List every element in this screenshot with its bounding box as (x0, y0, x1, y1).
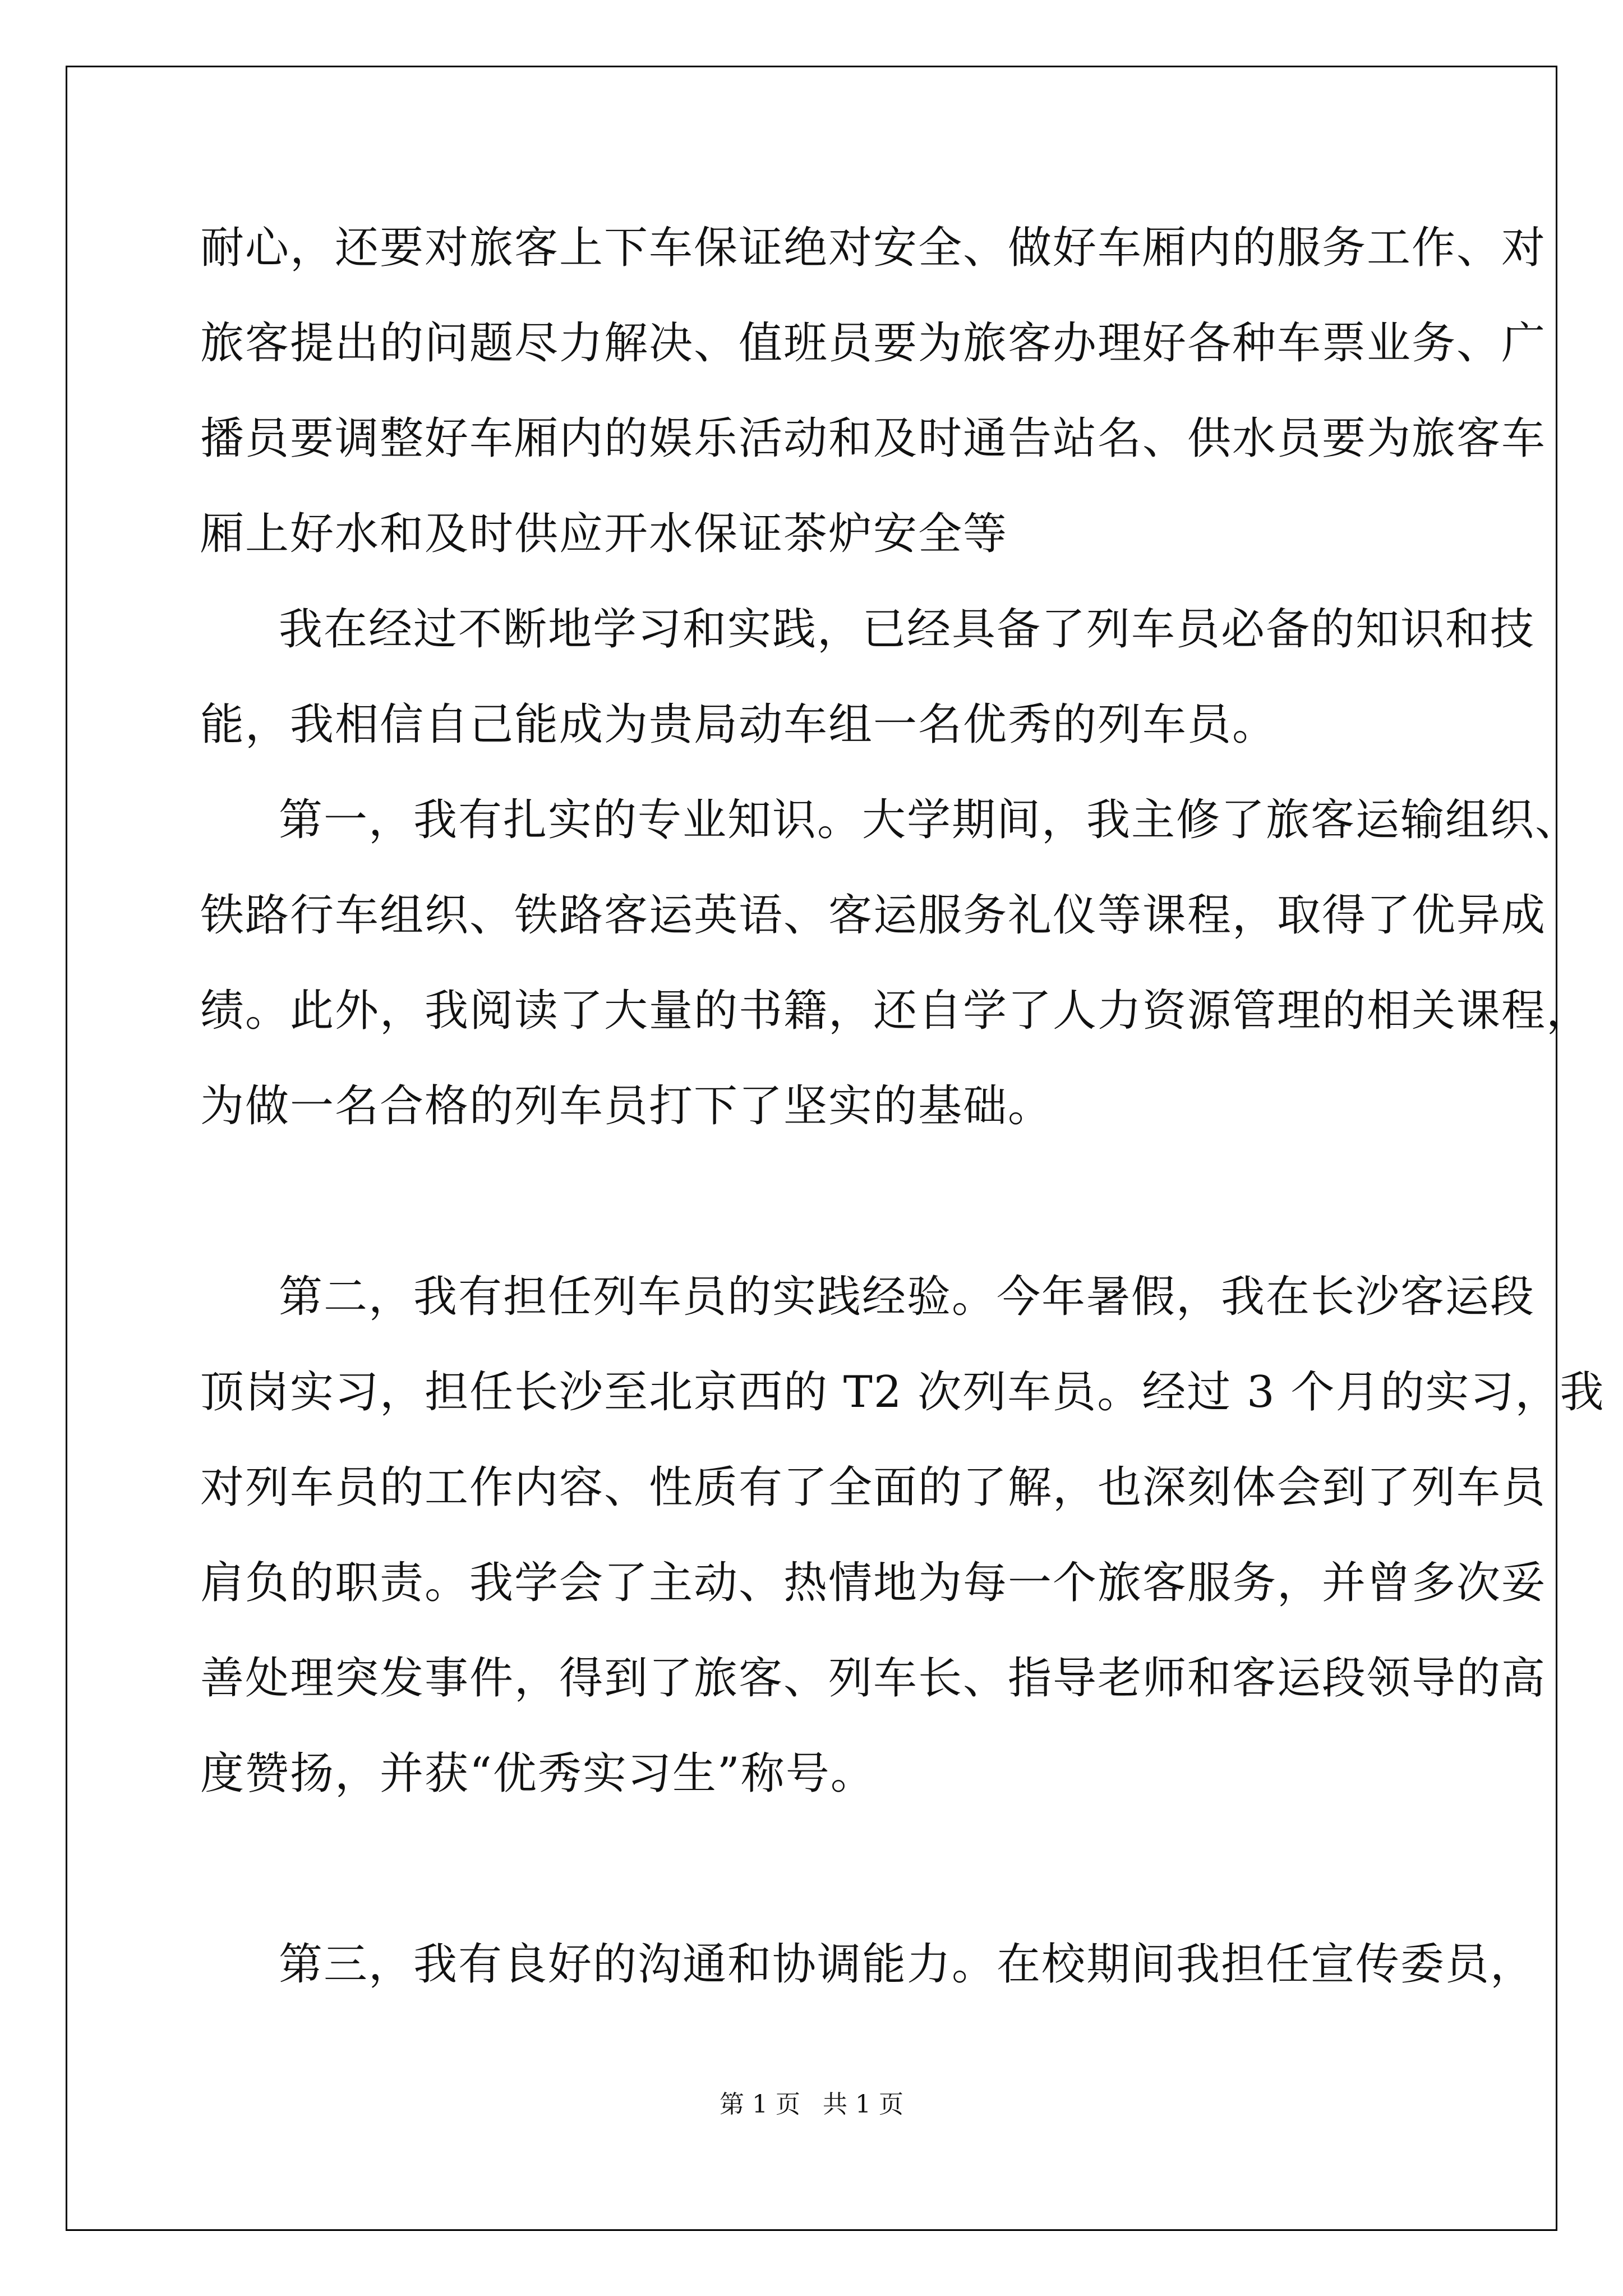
paragraph-start-line: 我在经过不断地学习和实践，已经具备了列车员必备的知识和技 (279, 604, 1536, 655)
page-number: 第 1 页 (720, 2090, 800, 2119)
text-line: 厢上好水和及时供应开水保证茶炉安全等 (200, 509, 1008, 559)
text-line: 对列车员的工作内容、性质有了全面的了解，也深刻体会到了列车员 (200, 1462, 1547, 1513)
page-total: 共 1 页 (823, 2090, 903, 2119)
page-border (66, 66, 1605, 2231)
text-line: 顶岗实习，担任长沙至北京西的 T2 次列车员。经过 3 个月的实习，我 (200, 1367, 1605, 1418)
paragraph-start-line: 第三，我有良好的沟通和协调能力。在校期间我担任宣传委员， (279, 1939, 1536, 1990)
paragraph-start-line: 第二，我有担任列车员的实践经验。今年暑假，我在长沙客运段 (279, 1272, 1536, 1322)
text-line: 耐心，还要对旅客上下车保证绝对安全、做好车厢内的服务工作、对 (200, 223, 1547, 273)
text-line: 为做一名合格的列车员打下了坚实的基础。 (200, 1081, 1053, 1131)
text-line: 绩。此外，我阅读了大量的书籍，还自学了人力资源管理的相关课程， (200, 986, 1592, 1036)
text-line: 旅客提出的问题尽力解决、值班员要为旅客办理好各种车票业务、广 (200, 318, 1547, 369)
paragraph-start-line: 第一，我有扎实的专业知识。大学期间，我主修了旅客运输组织、 (279, 795, 1580, 845)
text-line: 肩负的职责。我学会了主动、热情地为每一个旅客服务，并曾多次妥 (200, 1558, 1547, 1608)
page-footer (0, 2088, 1623, 2122)
text-line: 度赞扬，并获“优秀实习生”称号。 (200, 1749, 875, 1799)
text-line: 铁路行车组织、铁路客运英语、客运服务礼仪等课程，取得了优异成 (200, 890, 1547, 941)
text-line: 善处理突发事件，得到了旅客、列车长、指导老师和客运段领导的高 (200, 1653, 1547, 1704)
text-line: 能，我相信自己能成为贵局动车组一名优秀的列车员。 (200, 700, 1278, 750)
text-line: 播员要调整好车厢内的娱乐活动和及时通告站名、供水员要为旅客车 (200, 413, 1547, 464)
